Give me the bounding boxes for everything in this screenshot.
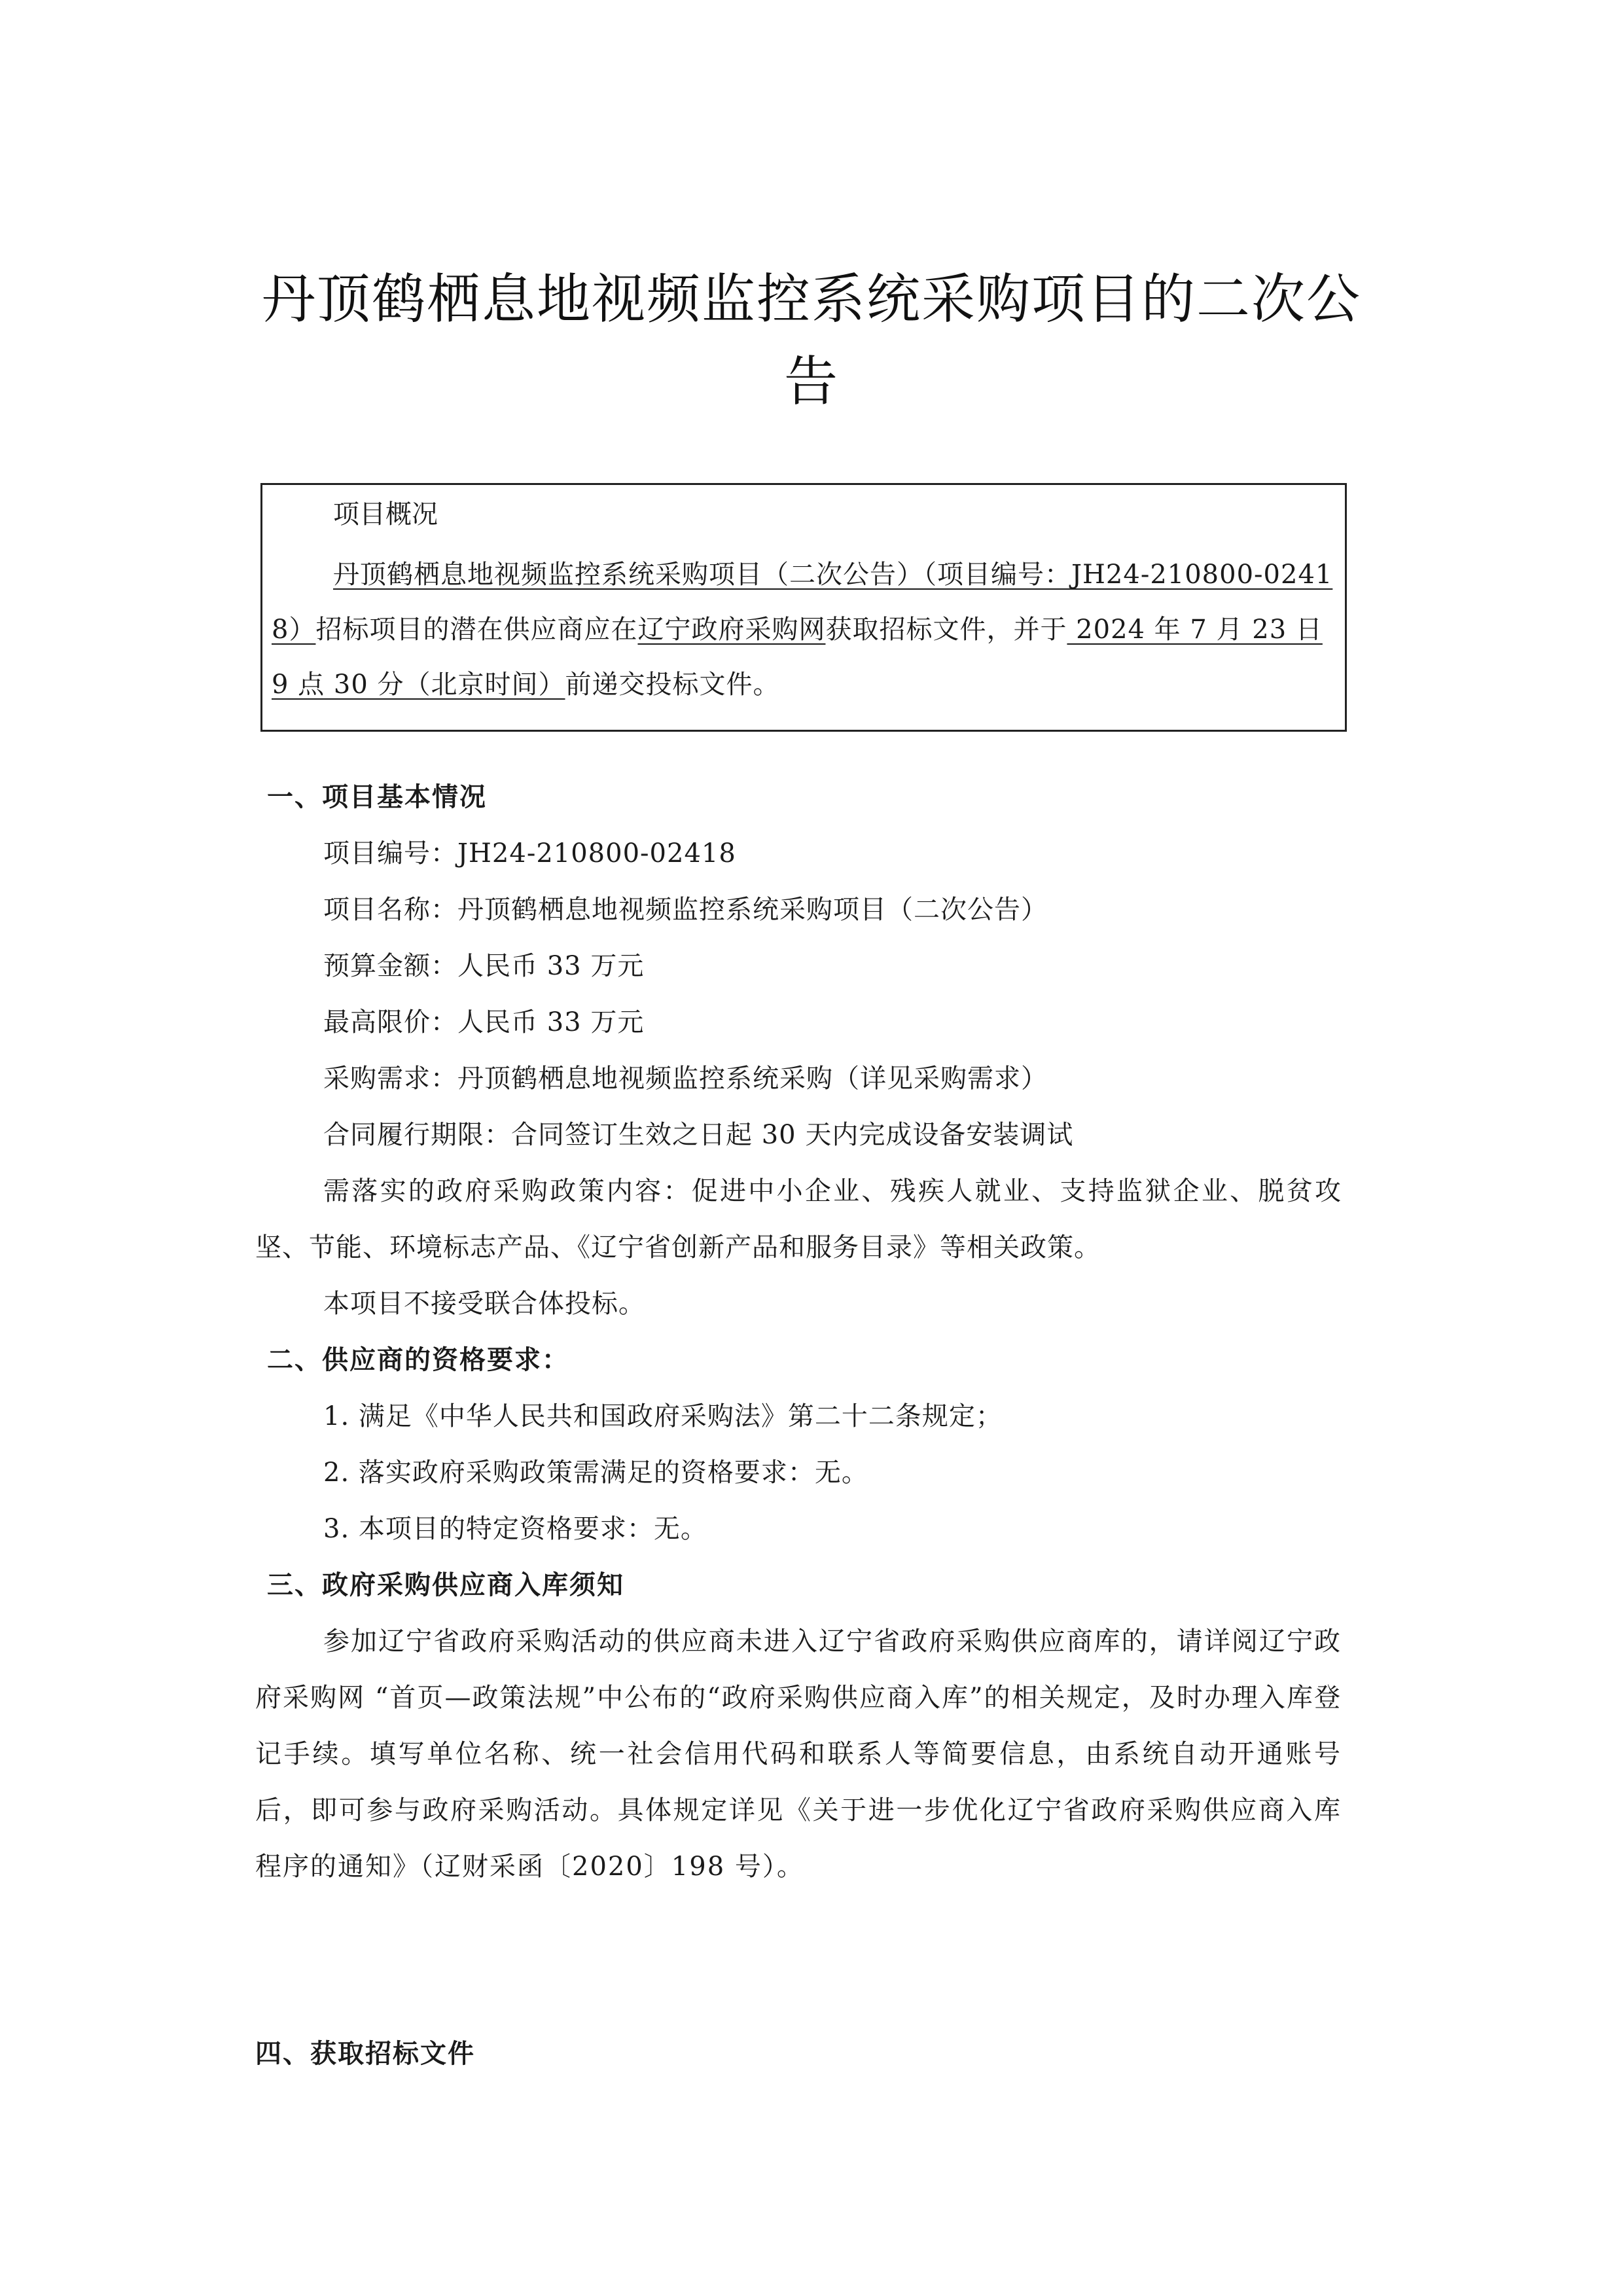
project-overview-box	[260, 483, 1347, 732]
policy-paragraph: 需落实的政府采购政策内容：促进中小企业、残疾人就业、支持监狱企业、脱贫攻坚、节能、环境标志产品、《辽宁省创新产品和服务目录》等相关政策。	[255, 1176, 1342, 1263]
document-body	[255, 769, 1342, 2082]
section-heading-supplier-registration: 三、政府采购供应商入库须知	[267, 1570, 624, 1600]
overview-text-segment: 前递交投标文件。	[565, 670, 780, 700]
budget-line: 预算金额：人民币 33 万元	[323, 951, 645, 981]
supplier-registration-paragraph: 参加辽宁省政府采购活动的供应商未进入辽宁省政府采购供应商库的，请详阅辽宁政府采购网 “首页—政策法规”中公布的“政府采购供应商入库”的相关规定，及时办理入库登记手续。填写单位名称、统一社会信用代码和联系人等简要信息，由系统自动开通账号后，即可参与政府采购活动。具体规定详见《关于进一步优化辽宁省政府采购供应商入库程序的通知》（辽财采函〔2020〕198 号）。	[255, 1626, 1342, 1882]
section-heading-basic-info: 一、项目基本情况	[267, 782, 487, 812]
overview-text	[272, 547, 1338, 712]
overview-text-segment: 招标项目的潜在供应商应在	[315, 615, 638, 645]
project-name-line: 项目名称：丹顶鹤栖息地视频监控系统采购项目（二次公告）	[323, 895, 1048, 925]
overview-deadline: 2024 年 7 月 23 日 9 点 30 分（北京时间）	[272, 615, 1323, 700]
project-number-line: 项目编号：JH24-210800-02418	[323, 838, 736, 869]
contract-period-line: 合同履行期限：合同签订生效之日起 30 天内完成设备安装调试	[323, 1120, 1074, 1150]
section-heading-qualifications: 二、供应商的资格要求：	[267, 1345, 569, 1375]
qualification-item: 2. 落实政府采购政策需满足的资格要求：无。	[323, 1458, 868, 1488]
page-title: 丹顶鹤栖息地视频监控系统采购项目的二次公告	[261, 268, 1361, 413]
procurement-demand-line: 采购需求：丹顶鹤栖息地视频监控系统采购（详见采购需求）	[323, 1064, 1048, 1094]
qualification-item: 3. 本项目的特定资格要求：无。	[323, 1514, 707, 1544]
qualification-item: 1. 满足《中华人民共和国政府采购法》第二十二条规定；	[323, 1401, 1003, 1431]
overview-label: 项目概况	[333, 499, 438, 529]
overview-text-segment: 获取招标文件，并于	[825, 615, 1067, 645]
consortium-line: 本项目不接受联合体投标。	[323, 1289, 645, 1319]
max-price-line: 最高限价：人民币 33 万元	[323, 1007, 645, 1037]
section-heading-obtain-documents: 四、获取招标文件	[255, 2039, 475, 2069]
overview-project-name: 丹顶鹤栖息地视频监控系统采购项目（二次公告）（项目编号：JH24-210800-02418）	[272, 560, 1333, 645]
overview-website-link: 辽宁政府采购网	[637, 615, 826, 645]
